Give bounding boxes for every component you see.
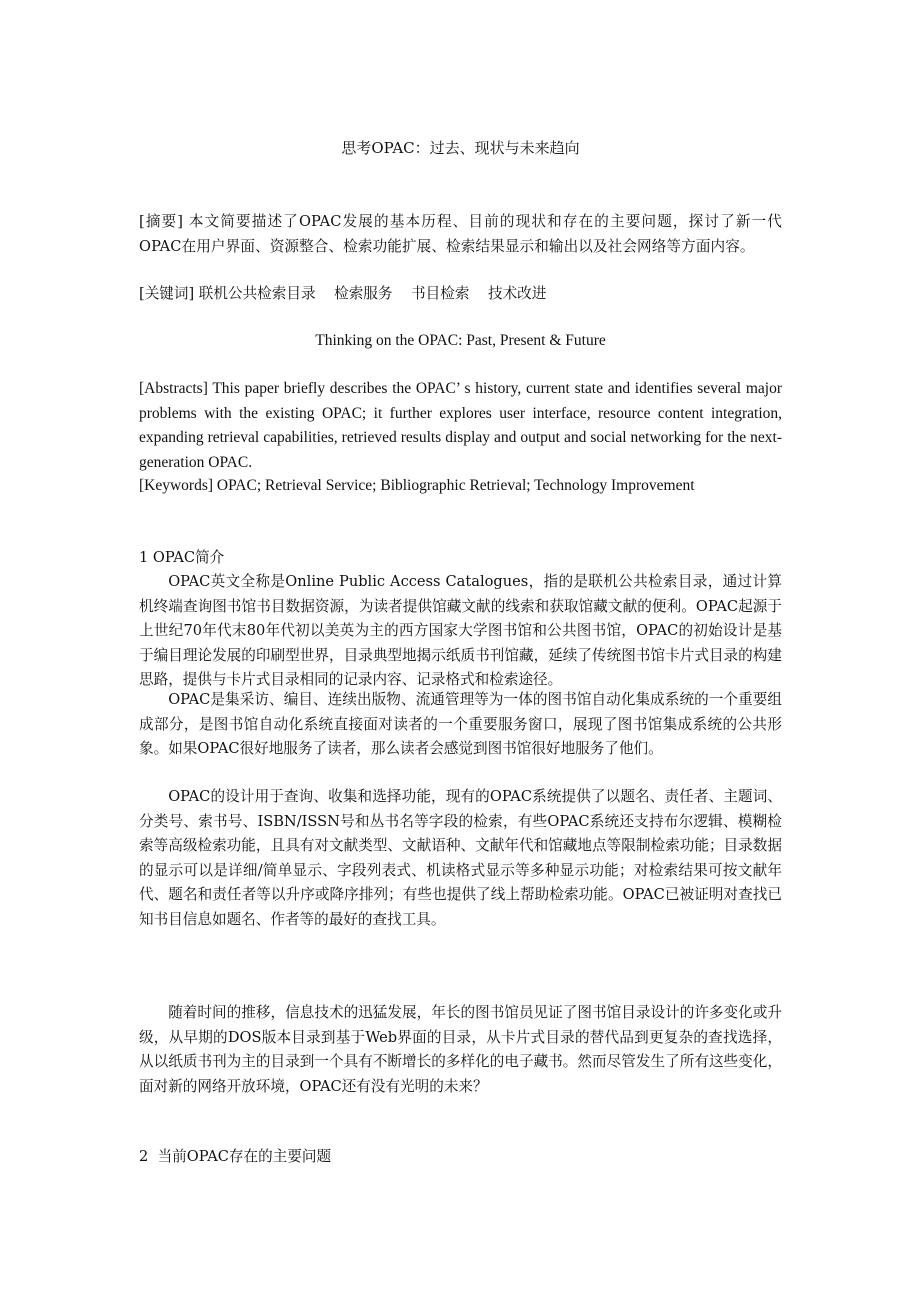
english-abstract: [Abstracts] This paper briefly describes the OPAC’ s history, current state and identifies several major problems with the existing OPAC; it further explores user interface, resource content integration, expanding retrieval capabilities, retrieved results display and output and social networking for the next-generation OPAC. [139,380,782,471]
chinese-keywords: [关键词] 联机公共检索目录 检索服务 书目检索 技术改进 [139,285,547,302]
paragraph-4: 随着时间的推移，信息技术的迅猛发展，年长的图书馆员见证了图书馆目录设计的许多变化或升级，从早期的DOS版本目录到基于Web界面的目录，从卡片式目录的替代品到更复杂的查找选择，从以纸质书刊为主的目录到一个具有不断增长的多样化的电子藏书。然而尽管发生了所有这些变化，面对新的网络开放环境，OPAC还有没有光明的未来？ [139,1004,782,1095]
section-1-heading: 1 OPAC简介 [139,549,225,566]
paragraph-3-visible: OPAC的设计用于查询、收集和选择功能，现有的OPAC系统提供了以题名、责任者、主题词、分类号、索书号、ISBN/ISSN号和丛书名等字段的检索，有些OPAC系统还支持布尔逻辑、模糊检索等高级检索功能，且具有对文献类型、文献语种、文献年代和馆藏地点等限制检索功能；目录数据的显示可以是详细/简单显示、字段列表式、机读格式显示等多种显示功能；对检索结果可按文献年代、题名和责任者等以升序或降序排列；有些也提供了线上帮助检索功能。OPAC已被证明对查找已知书目信息如题名、作者等的最好的查找工具。 [139,788,782,928]
english-title: Thinking on the OPAC: Past, Present & Future [315,332,606,349]
section-2-heading: 2 当前OPAC存在的主要问题 [139,1148,332,1165]
chinese-abstract: [摘要] 本文简要描述了OPAC发展的基本历程、目前的现状和存在的主要问题，探讨了新一代OPAC在用户界面、资源整合、检索功能扩展、检索结果显示和输出以及社会网络等方面内容。 [139,213,782,255]
paragraph-2: OPAC是集采访、编目、连续出版物、流通管理等为一体的图书馆自动化集成系统的一个重要组成部分，是图书馆自动化系统直接面对读者的一个重要服务窗口，展现了图书馆集成系统的公共形象。如果OPAC很好地服务了读者，那么读者会感觉到图书馆很好地服务了他们。 [139,691,782,757]
chinese-title: 思考OPAC：过去、现状与未来趋向 [341,139,580,157]
english-keywords: [Keywords] OPAC; Retrieval Service; Bibliographic Retrieval; Technology Improvement [139,477,695,494]
paragraph-1: OPAC英文全称是Online Public Access Catalogues，指的是联机公共检索目录，通过计算机终端查询图书馆书目数据资源，为读者提供馆藏文献的线索和获取馆藏文献的便利。OPAC起源于上世纪70年代末80年代初以美英为主的西方国家大学图书馆和公共图书馆，OPAC的初始设计是基于编目理论发展的印刷型世界，目录典型地揭示纸质书刊馆藏，延续了传统图书馆卡片式目录的构建思路，提供与卡片式目录相同的记录内容、记录格式和检索途径。 [139,573,782,688]
